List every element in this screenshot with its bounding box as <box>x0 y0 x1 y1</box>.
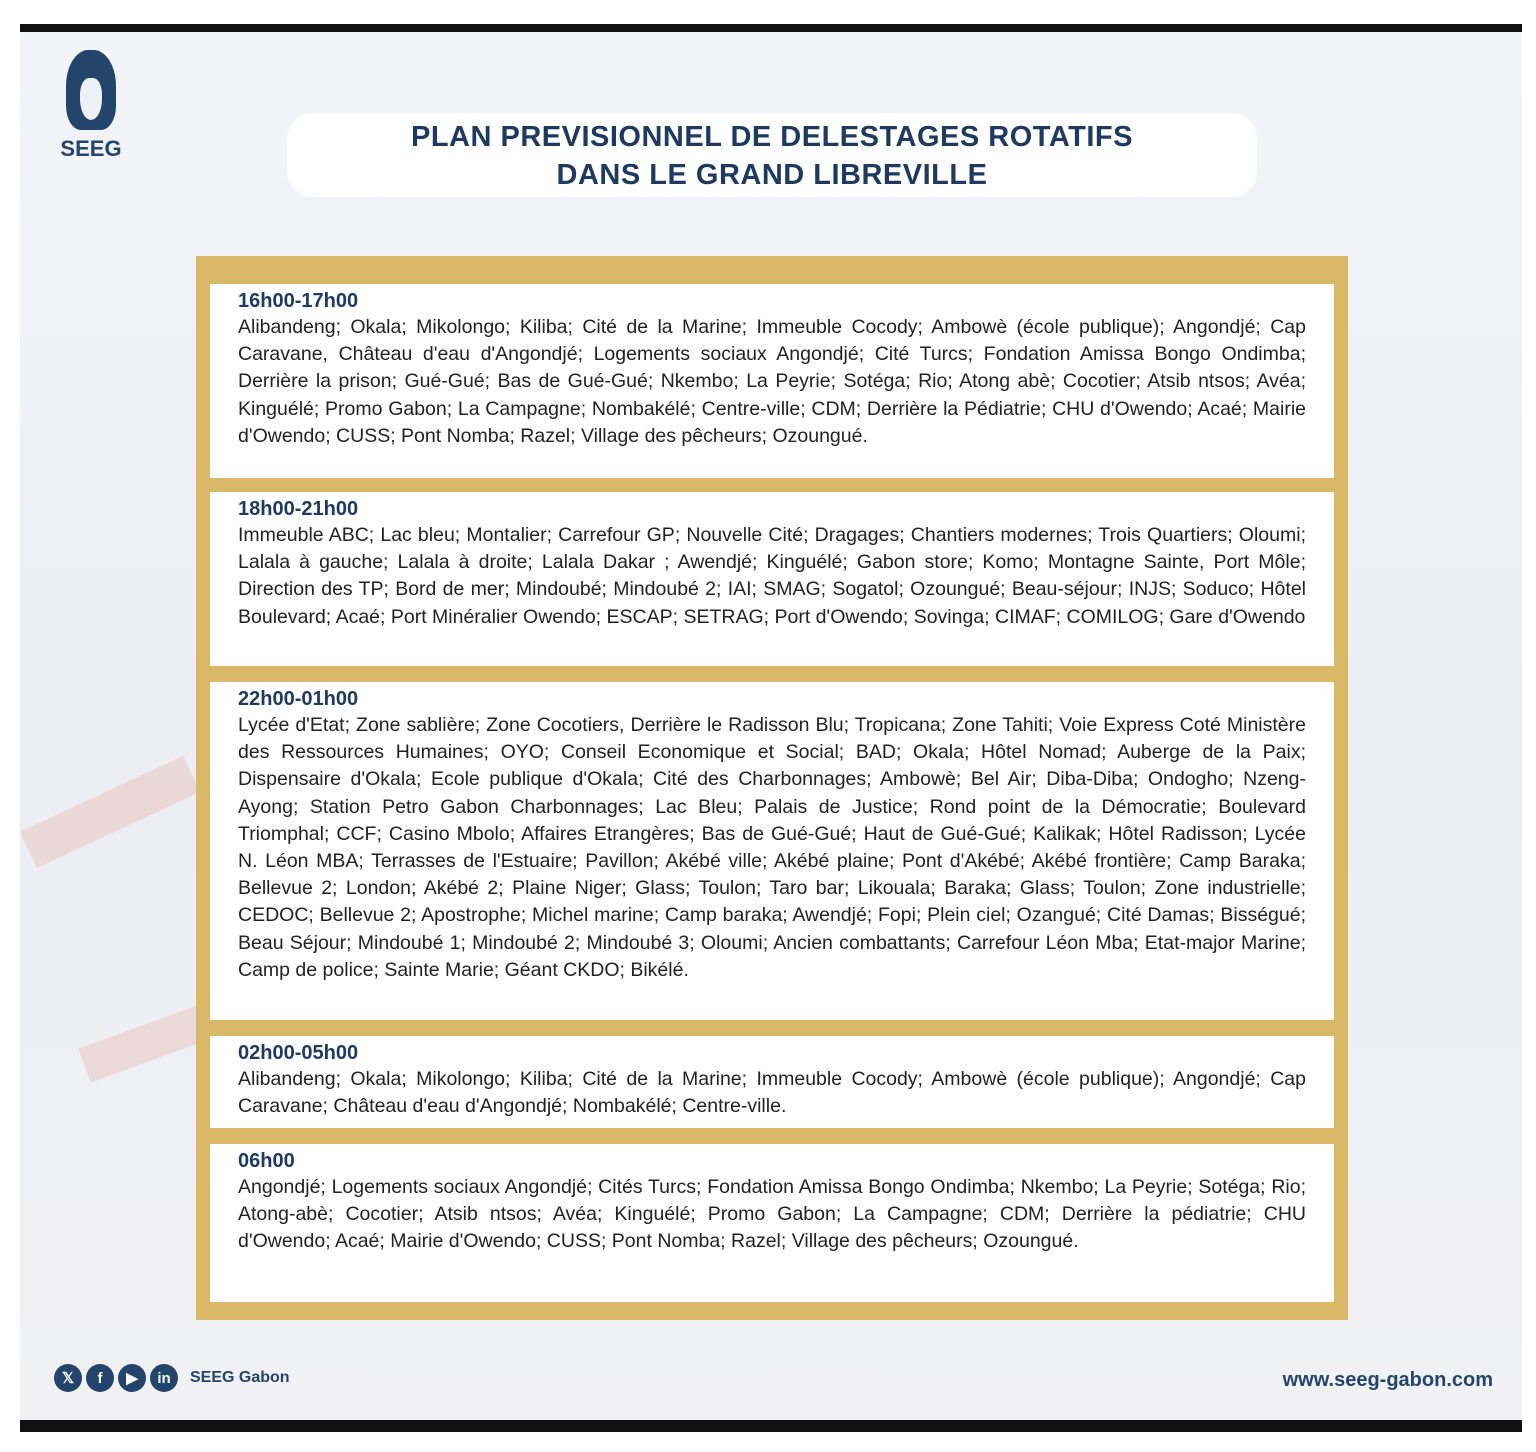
bottom-border <box>20 1420 1522 1432</box>
x-icon[interactable]: 𝕏 <box>54 1364 82 1392</box>
facebook-icon[interactable]: f <box>86 1364 114 1392</box>
time-slot: 16h00-17h00 <box>238 290 359 312</box>
title-line-2: DANS LE GRAND LIBREVILLE <box>556 159 988 191</box>
page-title <box>287 113 1257 197</box>
youtube-icon[interactable]: ▶ <box>118 1364 146 1392</box>
background-crane-arm <box>20 756 200 868</box>
time-slot: 18h00-21h00 <box>238 498 359 520</box>
area-list: Immeuble ABC; Lac bleu; Montalier; Carrefour GP; Nouvelle Cité; Dragages; Chantiers modernes; Trois Quartiers; Oloumi; Lalala à gauche; Lalala à droite; Lalala Dakar ; Awendjé; Kinguélé; Gabon store; Komo; Montagne Sainte, Port Môle; Direction des TP; Bord de mer; Mindoubé; Mindoubé 2; IAI; SMAG; Sogatol; Ozoungué; Beau-séjour; INJS; Soduco; Hôtel Boulevard; Acaé; Port Minéralier Owendo; ESCAP; SETRAG; Port d'Owendo; Sovinga; CIMAF; COMILOG; Gare d'Owendo <box>238 524 1306 628</box>
schedule-block <box>210 1036 1334 1128</box>
website-link[interactable]: www.seeg-gabon.com <box>1282 1369 1493 1391</box>
time-slot: 22h00-01h00 <box>238 688 359 710</box>
social-handle: SEEG Gabon <box>190 1369 290 1386</box>
time-slot: 02h00-05h00 <box>238 1042 359 1064</box>
schedule-frame <box>196 256 1348 1320</box>
schedule-block <box>210 284 1334 478</box>
poster <box>20 32 1522 1420</box>
schedule-block <box>210 492 1334 666</box>
schedule-block <box>210 682 1334 1020</box>
logo-text: SEEG <box>60 136 122 161</box>
linkedin-icon[interactable]: in <box>150 1364 178 1392</box>
title-line-1: PLAN PREVISIONNEL DE DELESTAGES ROTATIFS <box>411 121 1133 153</box>
social-links <box>54 1364 290 1392</box>
seeg-logo <box>56 50 126 162</box>
area-list: Alibandeng; Okala; Mikolongo; Kiliba; Cité de la Marine; Immeuble Cocody; Ambowè (école publique); Angondjé; Cap Caravane; Château d'eau d'Angondjé; Nombakélé; Centre-ville. <box>238 1068 1306 1118</box>
top-border <box>20 24 1522 32</box>
area-list: Alibandeng; Okala; Mikolongo; Kiliba; Cité de la Marine; Immeuble Cocody; Ambowè (école publique); Angondjé; Cap Caravane, Château d'eau d'Angondjé; Logements sociaux Angondjé; Cité Turcs; Fondation Amissa Bongo Ondimba; Derrière la prison; Gué-Gué; Bas de Gué-Gué; Nkembo; La Peyrie; Sotéga; Rio; Atong abè; Cocotier; Atsib ntsos; Avéa; Kinguélé; Promo Gabon; La Campagne; Nombakélé; Centre-ville; CDM; Derrière la Pédiatrie; CHU d'Owendo; Acaé; Mairie d'Owendo; CUSS; Pont Nomba; Razel; Village des pêcheurs; Ozoungué. <box>238 316 1306 447</box>
area-list: Angondjé; Logements sociaux Angondjé; Cités Turcs; Fondation Amissa Bongo Ondimba; Nkembo; La Peyrie; Sotéga; Rio; Atong-abè; Cocotier; Atsib ntsos; Avéa; Kinguélé; Promo Gabon; La Campagne; CDM; Derrière la pédiatrie; CHU d'Owendo; Acaé; Mairie d'Owendo; CUSS; Pont Nomba; Razel; Village des pêcheurs; Ozoungué. <box>238 1176 1306 1253</box>
time-slot: 06h00 <box>238 1150 295 1172</box>
logo-emblem-icon <box>66 50 116 130</box>
schedule-block <box>210 1144 1334 1302</box>
area-list: Lycée d'Etat; Zone sablière; Zone Cocotiers, Derrière le Radisson Blu; Tropicana; Zone Tahiti; Voie Express Coté Ministère des Ressources Humaines; OYO; Conseil Economique et Social; BAD; Okala; Hôtel Nomad; Auberge de la Paix; Dispensaire d'Okala; Ecole publique d'Okala; Cité des Charbonnages; Ambowè; Bel Air; Diba-Diba; Ondogho; Nzeng-Ayong; Station Petro Gabon Charbonnages; Lac Bleu; Palais de Justice; Rond point de la Démocratie; Boulevard Triomphal; CCF; Casino Mbolo; Affaires Etrangères; Bas de Gué-Gué; Haut de Gué-Gué; Kalikak; Hôtel Radisson; Lycée N. Léon MBA; Terrasses de l'Estuaire; Pavillon; Akébé ville; Akébé plaine; Pont d'Akébé; Akébé frontière; Camp Baraka; Bellevue 2; London; Akébé 2; Plaine Niger; Glass; Toulon; Taro bar; Likouala; Baraka; Glass; Toulon; Zone industrielle; CEDOC; Bellevue 2; Apostrophe; Michel marine; Camp baraka; Awendjé; Fopi; Plein ciel; Ozangué; Cité Damas; Bisségué; Beau Séjour; Mindoubé 1; Mindoubé 2; Mindoubé 3; Oloumi; Ancien combattants; Carrefour Léon Mba; Etat-major Marine; Camp de police; Sainte Marie; Géant CKDO; Bikélé. <box>238 714 1306 981</box>
